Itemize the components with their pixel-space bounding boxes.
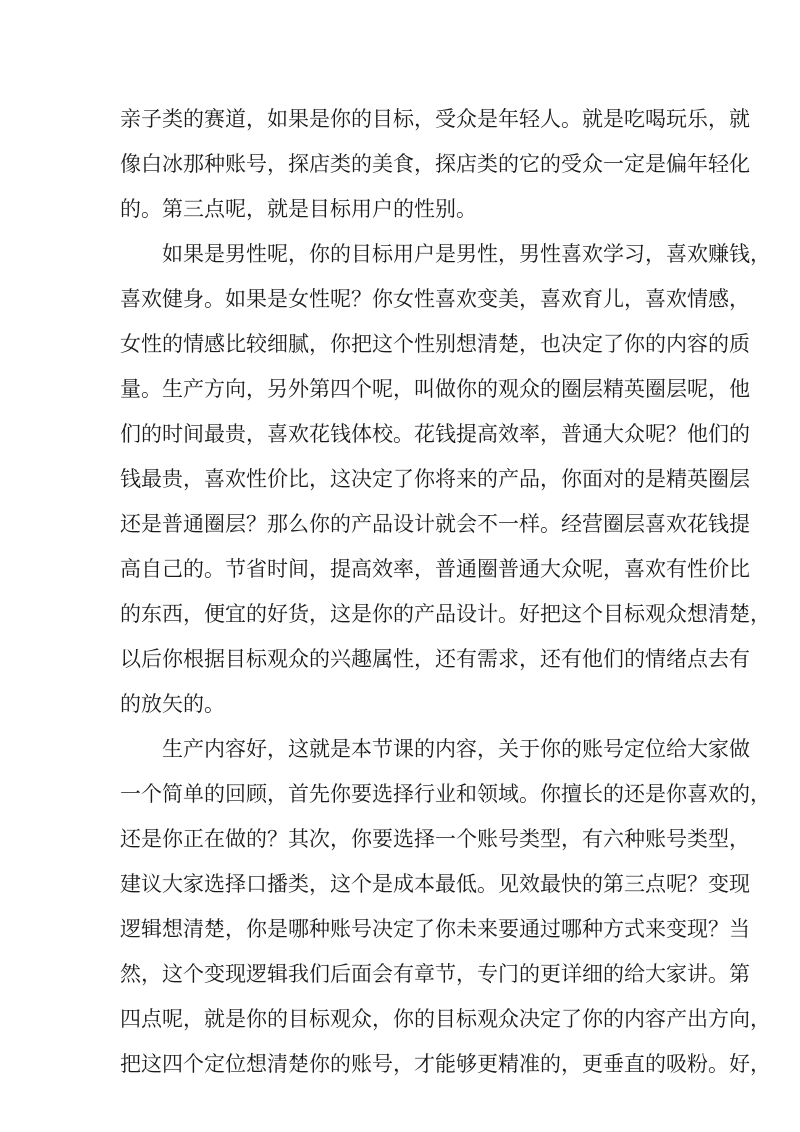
text-line: 喜欢健身。如果是女性呢？你女性喜欢变美，喜欢育儿，喜欢情感， bbox=[120, 287, 750, 311]
text-line: 还是你正在做的？其次，你要选择一个账号类型，有六种账号类型， bbox=[120, 827, 750, 851]
text-line: 把这四个定位想清楚你的账号，才能够更精准的，更垂直的吸粉。好， bbox=[120, 1052, 771, 1076]
text-line: 亲子类的赛道，如果是你的目标，受众是年轻人。就是吃喝玩乐，就 bbox=[120, 107, 750, 131]
text-line: 的放矢的。 bbox=[120, 692, 225, 716]
text-line: 的。第三点呢，就是目标用户的性别。 bbox=[120, 197, 477, 221]
text-line: 的东西，便宜的好货，这是你的产品设计。好把这个目标观众想清楚， bbox=[120, 602, 771, 626]
text-line: 钱最贵，喜欢性价比，这决定了你将来的产品，你面对的是精英圈层 bbox=[120, 467, 750, 491]
text-line: 还是普通圈层？那么你的产品设计就会不一样。经营圈层喜欢花钱提 bbox=[120, 512, 750, 536]
text-line: 逻辑想清楚，你是哪种账号决定了你未来要通过哪种方式来变现？当 bbox=[120, 917, 750, 941]
text-line: 像白冰那种账号，探店类的美食，探店类的它的受众一定是偏年轻化 bbox=[120, 152, 750, 176]
text-line: 建议大家选择口播类，这个是成本最低。见效最快的第三点呢？变现 bbox=[120, 872, 750, 896]
text-line: 们的时间最贵，喜欢花钱体校。花钱提高效率，普通大众呢？他们的 bbox=[120, 422, 750, 446]
text-line: 一个简单的回顾，首先你要选择行业和领域。你擅长的还是你喜欢的， bbox=[120, 782, 771, 806]
text-line: 四点呢，就是你的目标观众，你的目标观众决定了你的内容产出方向， bbox=[120, 1007, 771, 1031]
text-line: 高自己的。节省时间，提高效率，普通圈普通大众呢，喜欢有性价比 bbox=[120, 557, 750, 581]
text-line: 生产内容好，这就是本节课的内容，关于你的账号定位给大家做 bbox=[162, 737, 750, 761]
text-line: 量。生产方向，另外第四个呢，叫做你的观众的圈层精英圈层呢，他 bbox=[120, 377, 750, 401]
text-line: 然，这个变现逻辑我们后面会有章节，专门的更详细的给大家讲。第 bbox=[120, 962, 750, 986]
text-line: 女性的情感比较细腻，你把这个性别想清楚，也决定了你的内容的质 bbox=[120, 332, 750, 356]
text-line: 以后你根据目标观众的兴趣属性，还有需求，还有他们的情绪点去有 bbox=[120, 647, 750, 671]
text-line: 如果是男性呢，你的目标用户是男性，男性喜欢学习，喜欢赚钱， bbox=[162, 242, 771, 266]
